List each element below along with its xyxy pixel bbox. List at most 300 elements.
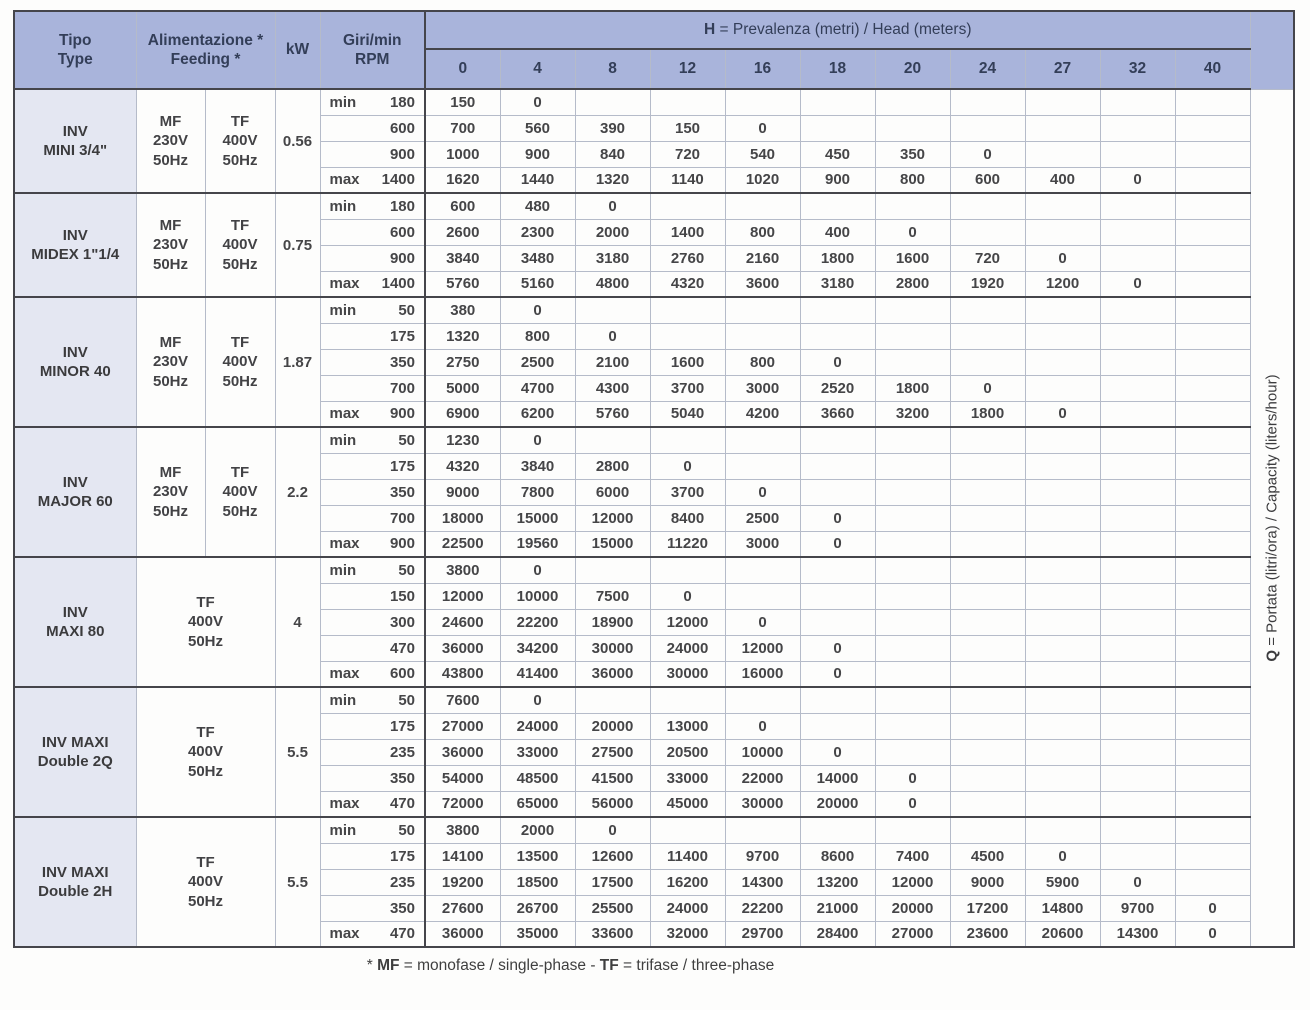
capacity-cell — [1175, 531, 1250, 557]
capacity-cell — [1175, 869, 1250, 895]
footnote-tf-text: = trifase / three-phase — [618, 957, 775, 974]
capacity-cell — [1100, 193, 1175, 219]
q-column-header-spacer — [1250, 11, 1294, 89]
capacity-cell — [1100, 401, 1175, 427]
capacity-cell — [950, 297, 1025, 323]
feeding-line: 230V — [152, 353, 189, 371]
capacity-cell: 43800 — [425, 661, 500, 687]
capacity-cell — [950, 557, 1025, 583]
capacity-cell — [950, 661, 1025, 687]
col-header-rpm — [320, 11, 425, 89]
feeding-label-en: Feeding * — [170, 51, 241, 68]
capacity-cell: 9700 — [1100, 895, 1175, 921]
capacity-cell — [1025, 609, 1100, 635]
feeding-line: 230V — [152, 132, 189, 150]
capacity-cell — [1025, 193, 1100, 219]
capacity-cell — [1100, 505, 1175, 531]
capacity-cell: 390 — [575, 115, 650, 141]
capacity-cell: 7500 — [575, 583, 650, 609]
capacity-cell — [1025, 687, 1100, 713]
rpm-cell — [320, 401, 425, 427]
capacity-cell — [1175, 141, 1250, 167]
capacity-cell: 9000 — [950, 869, 1025, 895]
capacity-cell — [1100, 375, 1175, 401]
capacity-cell: 19200 — [425, 869, 500, 895]
pump-table-body — [14, 89, 1294, 947]
feeding-tf — [205, 297, 275, 427]
capacity-cell — [800, 427, 875, 453]
capacity-cell: 12000 — [725, 635, 800, 661]
feeding-tf — [205, 89, 275, 193]
capacity-cell — [1100, 219, 1175, 245]
pump-name-line: INV — [62, 226, 88, 244]
capacity-cell — [1025, 141, 1100, 167]
footnote-star: * — [366, 957, 378, 974]
capacity-cell: 3600 — [725, 271, 800, 297]
footnote-mf-text: = monofase / single-phase - — [399, 957, 600, 974]
pump-name-line: INV — [62, 603, 88, 621]
capacity-cell — [1025, 453, 1100, 479]
capacity-cell — [875, 635, 950, 661]
pump-name-line: MAJOR 60 — [37, 493, 113, 510]
feeding-line: 50Hz — [152, 372, 189, 390]
capacity-cell: 3660 — [800, 401, 875, 427]
rpm-cell — [320, 115, 425, 141]
capacity-cell — [1100, 661, 1175, 687]
rpm-cell — [320, 349, 425, 375]
capacity-cell: 0 — [800, 661, 875, 687]
capacity-cell — [1025, 817, 1100, 843]
rpm-prefix: max — [329, 171, 360, 189]
pump-name-line: Double 2Q — [37, 753, 113, 770]
capacity-cell — [725, 323, 800, 349]
feeding-line: TF — [196, 723, 215, 741]
capacity-cell — [950, 765, 1025, 791]
capacity-cell — [800, 609, 875, 635]
rpm-value: 470 — [389, 795, 415, 813]
rpm-cell — [320, 479, 425, 505]
capacity-cell: 1620 — [425, 167, 500, 193]
rpm-cell — [320, 193, 425, 219]
feeding-mf — [136, 427, 205, 557]
capacity-cell — [1175, 817, 1250, 843]
capacity-cell — [650, 297, 725, 323]
capacity-cell: 13500 — [500, 843, 575, 869]
head-value-24: 24 — [950, 49, 1025, 89]
capacity-cell: 20000 — [575, 713, 650, 739]
capacity-cell — [1100, 531, 1175, 557]
rpm-value: 50 — [398, 561, 415, 579]
col-header-feeding — [136, 11, 275, 89]
capacity-cell — [1175, 661, 1250, 687]
feeding-line: 50Hz — [152, 255, 189, 273]
capacity-cell: 20500 — [650, 739, 725, 765]
capacity-cell: 0 — [650, 583, 725, 609]
capacity-cell — [875, 557, 950, 583]
capacity-cell — [1175, 375, 1250, 401]
rpm-prefix: max — [329, 535, 360, 553]
capacity-cell — [1175, 687, 1250, 713]
capacity-cell: 0 — [725, 609, 800, 635]
capacity-cell: 840 — [575, 141, 650, 167]
rpm-cell — [320, 635, 425, 661]
capacity-cell — [1175, 843, 1250, 869]
capacity-cell: 1400 — [650, 219, 725, 245]
rpm-value: 50 — [398, 301, 415, 319]
capacity-cell — [650, 89, 725, 115]
rpm-cell — [320, 531, 425, 557]
capacity-cell: 36000 — [425, 739, 500, 765]
capacity-cell — [575, 557, 650, 583]
rpm-cell — [320, 141, 425, 167]
capacity-cell — [800, 453, 875, 479]
capacity-cell — [725, 557, 800, 583]
capacity-cell: 1800 — [875, 375, 950, 401]
capacity-cell: 0 — [800, 349, 875, 375]
feeding-line: 50Hz — [222, 255, 258, 273]
capacity-cell: 18500 — [500, 869, 575, 895]
capacity-cell — [650, 323, 725, 349]
capacity-cell: 900 — [500, 141, 575, 167]
capacity-cell — [800, 323, 875, 349]
capacity-cell — [1025, 661, 1100, 687]
capacity-cell: 0 — [1175, 895, 1250, 921]
rpm-cell — [320, 245, 425, 271]
capacity-cell — [800, 115, 875, 141]
capacity-cell — [875, 453, 950, 479]
capacity-cell: 11220 — [650, 531, 725, 557]
capacity-cell: 27500 — [575, 739, 650, 765]
capacity-cell: 0 — [800, 635, 875, 661]
capacity-cell: 9700 — [725, 843, 800, 869]
capacity-cell — [1025, 791, 1100, 817]
feeding-mf — [136, 297, 205, 427]
capacity-cell — [1100, 739, 1175, 765]
capacity-cell — [1175, 427, 1250, 453]
pump-name-line: MINI 3/4" — [43, 142, 108, 159]
capacity-cell: 0 — [500, 427, 575, 453]
head-title-text: = Prevalenza (metri) / Head (meters) — [715, 21, 972, 39]
feeding-line: 50Hz — [187, 762, 224, 780]
capacity-cell — [1025, 375, 1100, 401]
rpm-cell — [320, 609, 425, 635]
capacity-cell — [1025, 505, 1100, 531]
type-label-en: Type — [57, 51, 93, 68]
feeding-line: 50Hz — [187, 892, 224, 910]
capacity-cell — [1175, 193, 1250, 219]
pump-name-line: Double 2H — [38, 883, 113, 900]
feeding-line: 400V — [187, 743, 224, 761]
power-kw: 1.87 — [275, 297, 320, 427]
rpm-prefix: max — [329, 275, 360, 293]
capacity-cell: 20600 — [1025, 921, 1100, 947]
q-axis-label-text: Q = Portata (litri/ora) / Capacity (liters/hour) — [1263, 374, 1281, 662]
capacity-cell: 3840 — [500, 453, 575, 479]
rpm-cell — [320, 739, 425, 765]
capacity-cell — [875, 687, 950, 713]
capacity-cell: 720 — [650, 141, 725, 167]
rpm-cell — [320, 505, 425, 531]
capacity-cell: 3180 — [800, 271, 875, 297]
capacity-cell — [875, 739, 950, 765]
capacity-cell: 41400 — [500, 661, 575, 687]
rpm-prefix: max — [329, 665, 360, 683]
capacity-cell — [875, 89, 950, 115]
pump-name-line: INV MAXI — [41, 863, 109, 881]
capacity-cell: 2000 — [575, 219, 650, 245]
capacity-cell: 0 — [1025, 401, 1100, 427]
capacity-cell: 65000 — [500, 791, 575, 817]
capacity-cell — [950, 531, 1025, 557]
capacity-cell: 4800 — [575, 271, 650, 297]
rpm-value: 900 — [389, 535, 415, 553]
power-kw: 4 — [275, 557, 320, 687]
capacity-cell: 20000 — [875, 895, 950, 921]
capacity-cell — [1025, 739, 1100, 765]
rpm-cell — [320, 219, 425, 245]
capacity-cell — [875, 661, 950, 687]
capacity-cell: 22000 — [725, 765, 800, 791]
rpm-value: 900 — [389, 145, 415, 163]
rpm-cell — [320, 427, 425, 453]
capacity-cell: 8400 — [650, 505, 725, 531]
capacity-cell — [950, 739, 1025, 765]
pump-name — [14, 817, 136, 947]
capacity-cell — [1100, 115, 1175, 141]
capacity-cell — [1100, 453, 1175, 479]
capacity-cell — [950, 817, 1025, 843]
head-value-40: 40 — [1175, 49, 1250, 89]
capacity-cell: 3800 — [425, 557, 500, 583]
capacity-cell — [950, 609, 1025, 635]
feeding-line: TF — [230, 112, 250, 130]
capacity-cell — [950, 115, 1025, 141]
capacity-cell: 1800 — [800, 245, 875, 271]
feeding-tf — [205, 427, 275, 557]
capacity-cell: 56000 — [575, 791, 650, 817]
capacity-cell — [575, 89, 650, 115]
capacity-cell: 5040 — [650, 401, 725, 427]
rpm-cell — [320, 843, 425, 869]
capacity-cell: 27600 — [425, 895, 500, 921]
capacity-cell: 18900 — [575, 609, 650, 635]
capacity-cell — [1100, 817, 1175, 843]
capacity-cell: 5900 — [1025, 869, 1100, 895]
capacity-cell: 900 — [800, 167, 875, 193]
capacity-cell: 0 — [1100, 869, 1175, 895]
capacity-cell: 30000 — [575, 635, 650, 661]
capacity-cell: 0 — [800, 531, 875, 557]
head-value-8: 8 — [575, 49, 650, 89]
capacity-cell: 1320 — [575, 167, 650, 193]
capacity-cell: 11400 — [650, 843, 725, 869]
feeding-label-it: Alimentazione * — [147, 31, 264, 49]
capacity-cell: 12000 — [650, 609, 725, 635]
pump-name — [14, 427, 136, 557]
capacity-cell — [875, 531, 950, 557]
capacity-cell: 0 — [575, 193, 650, 219]
capacity-row — [14, 193, 1294, 219]
capacity-cell — [950, 583, 1025, 609]
capacity-cell: 4320 — [650, 271, 725, 297]
capacity-cell — [1175, 219, 1250, 245]
rpm-value: 175 — [389, 847, 415, 865]
capacity-cell: 800 — [875, 167, 950, 193]
capacity-cell — [875, 609, 950, 635]
rpm-value: 350 — [389, 353, 415, 371]
capacity-cell: 34200 — [500, 635, 575, 661]
capacity-cell — [950, 713, 1025, 739]
capacity-cell: 26700 — [500, 895, 575, 921]
capacity-cell — [1175, 505, 1250, 531]
capacity-cell: 3480 — [500, 245, 575, 271]
rpm-cell — [320, 817, 425, 843]
pump-name-line: INV — [62, 122, 88, 140]
capacity-cell — [1100, 843, 1175, 869]
feeding-line: 400V — [222, 483, 258, 501]
capacity-cell — [950, 479, 1025, 505]
capacity-cell: 0 — [500, 89, 575, 115]
capacity-cell — [1175, 245, 1250, 271]
capacity-cell — [800, 557, 875, 583]
capacity-cell — [1100, 791, 1175, 817]
capacity-cell: 1140 — [650, 167, 725, 193]
rpm-value: 50 — [398, 431, 415, 449]
capacity-cell: 1200 — [1025, 271, 1100, 297]
capacity-cell — [875, 583, 950, 609]
capacity-cell — [875, 817, 950, 843]
capacity-cell: 0 — [725, 115, 800, 141]
pump-name-line: INV — [62, 343, 88, 361]
feeding-line: TF — [230, 216, 250, 234]
capacity-cell: 54000 — [425, 765, 500, 791]
capacity-cell — [1175, 401, 1250, 427]
capacity-cell: 13000 — [650, 713, 725, 739]
capacity-cell: 14100 — [425, 843, 500, 869]
capacity-cell — [950, 219, 1025, 245]
rpm-value: 600 — [389, 665, 415, 683]
capacity-cell: 0 — [800, 505, 875, 531]
capacity-cell — [650, 557, 725, 583]
rpm-cell — [320, 557, 425, 583]
capacity-cell: 6000 — [575, 479, 650, 505]
capacity-cell: 1800 — [950, 401, 1025, 427]
rpm-prefix: min — [329, 691, 357, 709]
rpm-label-en: RPM — [355, 51, 390, 68]
capacity-cell — [800, 89, 875, 115]
capacity-cell — [1100, 141, 1175, 167]
capacity-cell — [800, 583, 875, 609]
capacity-cell: 4300 — [575, 375, 650, 401]
rpm-value: 175 — [389, 457, 415, 475]
rpm-value: 235 — [389, 743, 415, 761]
capacity-cell: 4320 — [425, 453, 500, 479]
feeding-line: MF — [159, 463, 182, 481]
capacity-cell — [1175, 167, 1250, 193]
feeding-line: TF — [196, 593, 215, 611]
capacity-cell: 5000 — [425, 375, 500, 401]
rpm-prefix: min — [329, 301, 357, 319]
capacity-cell: 0 — [1100, 271, 1175, 297]
capacity-cell — [1100, 323, 1175, 349]
rpm-cell — [320, 89, 425, 115]
capacity-cell — [875, 427, 950, 453]
capacity-cell — [1175, 89, 1250, 115]
head-value-0: 0 — [425, 49, 500, 89]
capacity-cell — [950, 427, 1025, 453]
rpm-cell — [320, 323, 425, 349]
rpm-value: 350 — [389, 769, 415, 787]
capacity-row — [14, 687, 1294, 713]
power-kw: 5.5 — [275, 817, 320, 947]
capacity-cell — [1025, 349, 1100, 375]
capacity-cell: 600 — [425, 193, 500, 219]
rpm-cell — [320, 661, 425, 687]
capacity-row — [14, 557, 1294, 583]
capacity-cell: 540 — [725, 141, 800, 167]
capacity-cell: 12000 — [875, 869, 950, 895]
capacity-cell: 3800 — [425, 817, 500, 843]
capacity-cell: 2800 — [875, 271, 950, 297]
capacity-cell — [725, 817, 800, 843]
rpm-prefix: min — [329, 197, 357, 215]
pump-name-line: MIDEX 1"1/4 — [31, 246, 120, 263]
rpm-prefix: min — [329, 561, 357, 579]
table-header — [14, 11, 1294, 89]
capacity-cell — [950, 687, 1025, 713]
capacity-cell: 0 — [500, 557, 575, 583]
rpm-cell — [320, 791, 425, 817]
capacity-cell: 10000 — [725, 739, 800, 765]
feeding-tf — [136, 687, 275, 817]
head-value-27: 27 — [1025, 49, 1100, 89]
capacity-cell: 5160 — [500, 271, 575, 297]
pump-name — [14, 687, 136, 817]
capacity-cell: 3000 — [725, 531, 800, 557]
rpm-value: 175 — [389, 327, 415, 345]
capacity-cell: 24000 — [650, 895, 725, 921]
feeding-line: MF — [159, 333, 182, 351]
capacity-cell — [725, 297, 800, 323]
capacity-cell: 0 — [1100, 167, 1175, 193]
capacity-cell: 12000 — [575, 505, 650, 531]
capacity-cell — [950, 323, 1025, 349]
capacity-cell: 0 — [725, 713, 800, 739]
capacity-cell: 27000 — [875, 921, 950, 947]
capacity-cell: 720 — [950, 245, 1025, 271]
feeding-line: 400V — [222, 353, 258, 371]
capacity-cell: 1920 — [950, 271, 1025, 297]
capacity-cell — [950, 505, 1025, 531]
capacity-cell: 6900 — [425, 401, 500, 427]
capacity-cell: 33000 — [650, 765, 725, 791]
rpm-prefix: max — [329, 405, 360, 423]
feeding-line: 400V — [187, 613, 224, 631]
feeding-line: 50Hz — [152, 151, 189, 169]
rpm-value: 700 — [389, 379, 415, 397]
feeding-line: 400V — [222, 132, 258, 150]
capacity-cell: 0 — [1175, 921, 1250, 947]
capacity-cell — [1175, 765, 1250, 791]
capacity-cell: 8600 — [800, 843, 875, 869]
capacity-cell: 2760 — [650, 245, 725, 271]
capacity-cell: 22500 — [425, 531, 500, 557]
capacity-cell — [875, 349, 950, 375]
capacity-cell — [875, 193, 950, 219]
capacity-cell: 72000 — [425, 791, 500, 817]
rpm-cell — [320, 297, 425, 323]
capacity-cell: 18000 — [425, 505, 500, 531]
